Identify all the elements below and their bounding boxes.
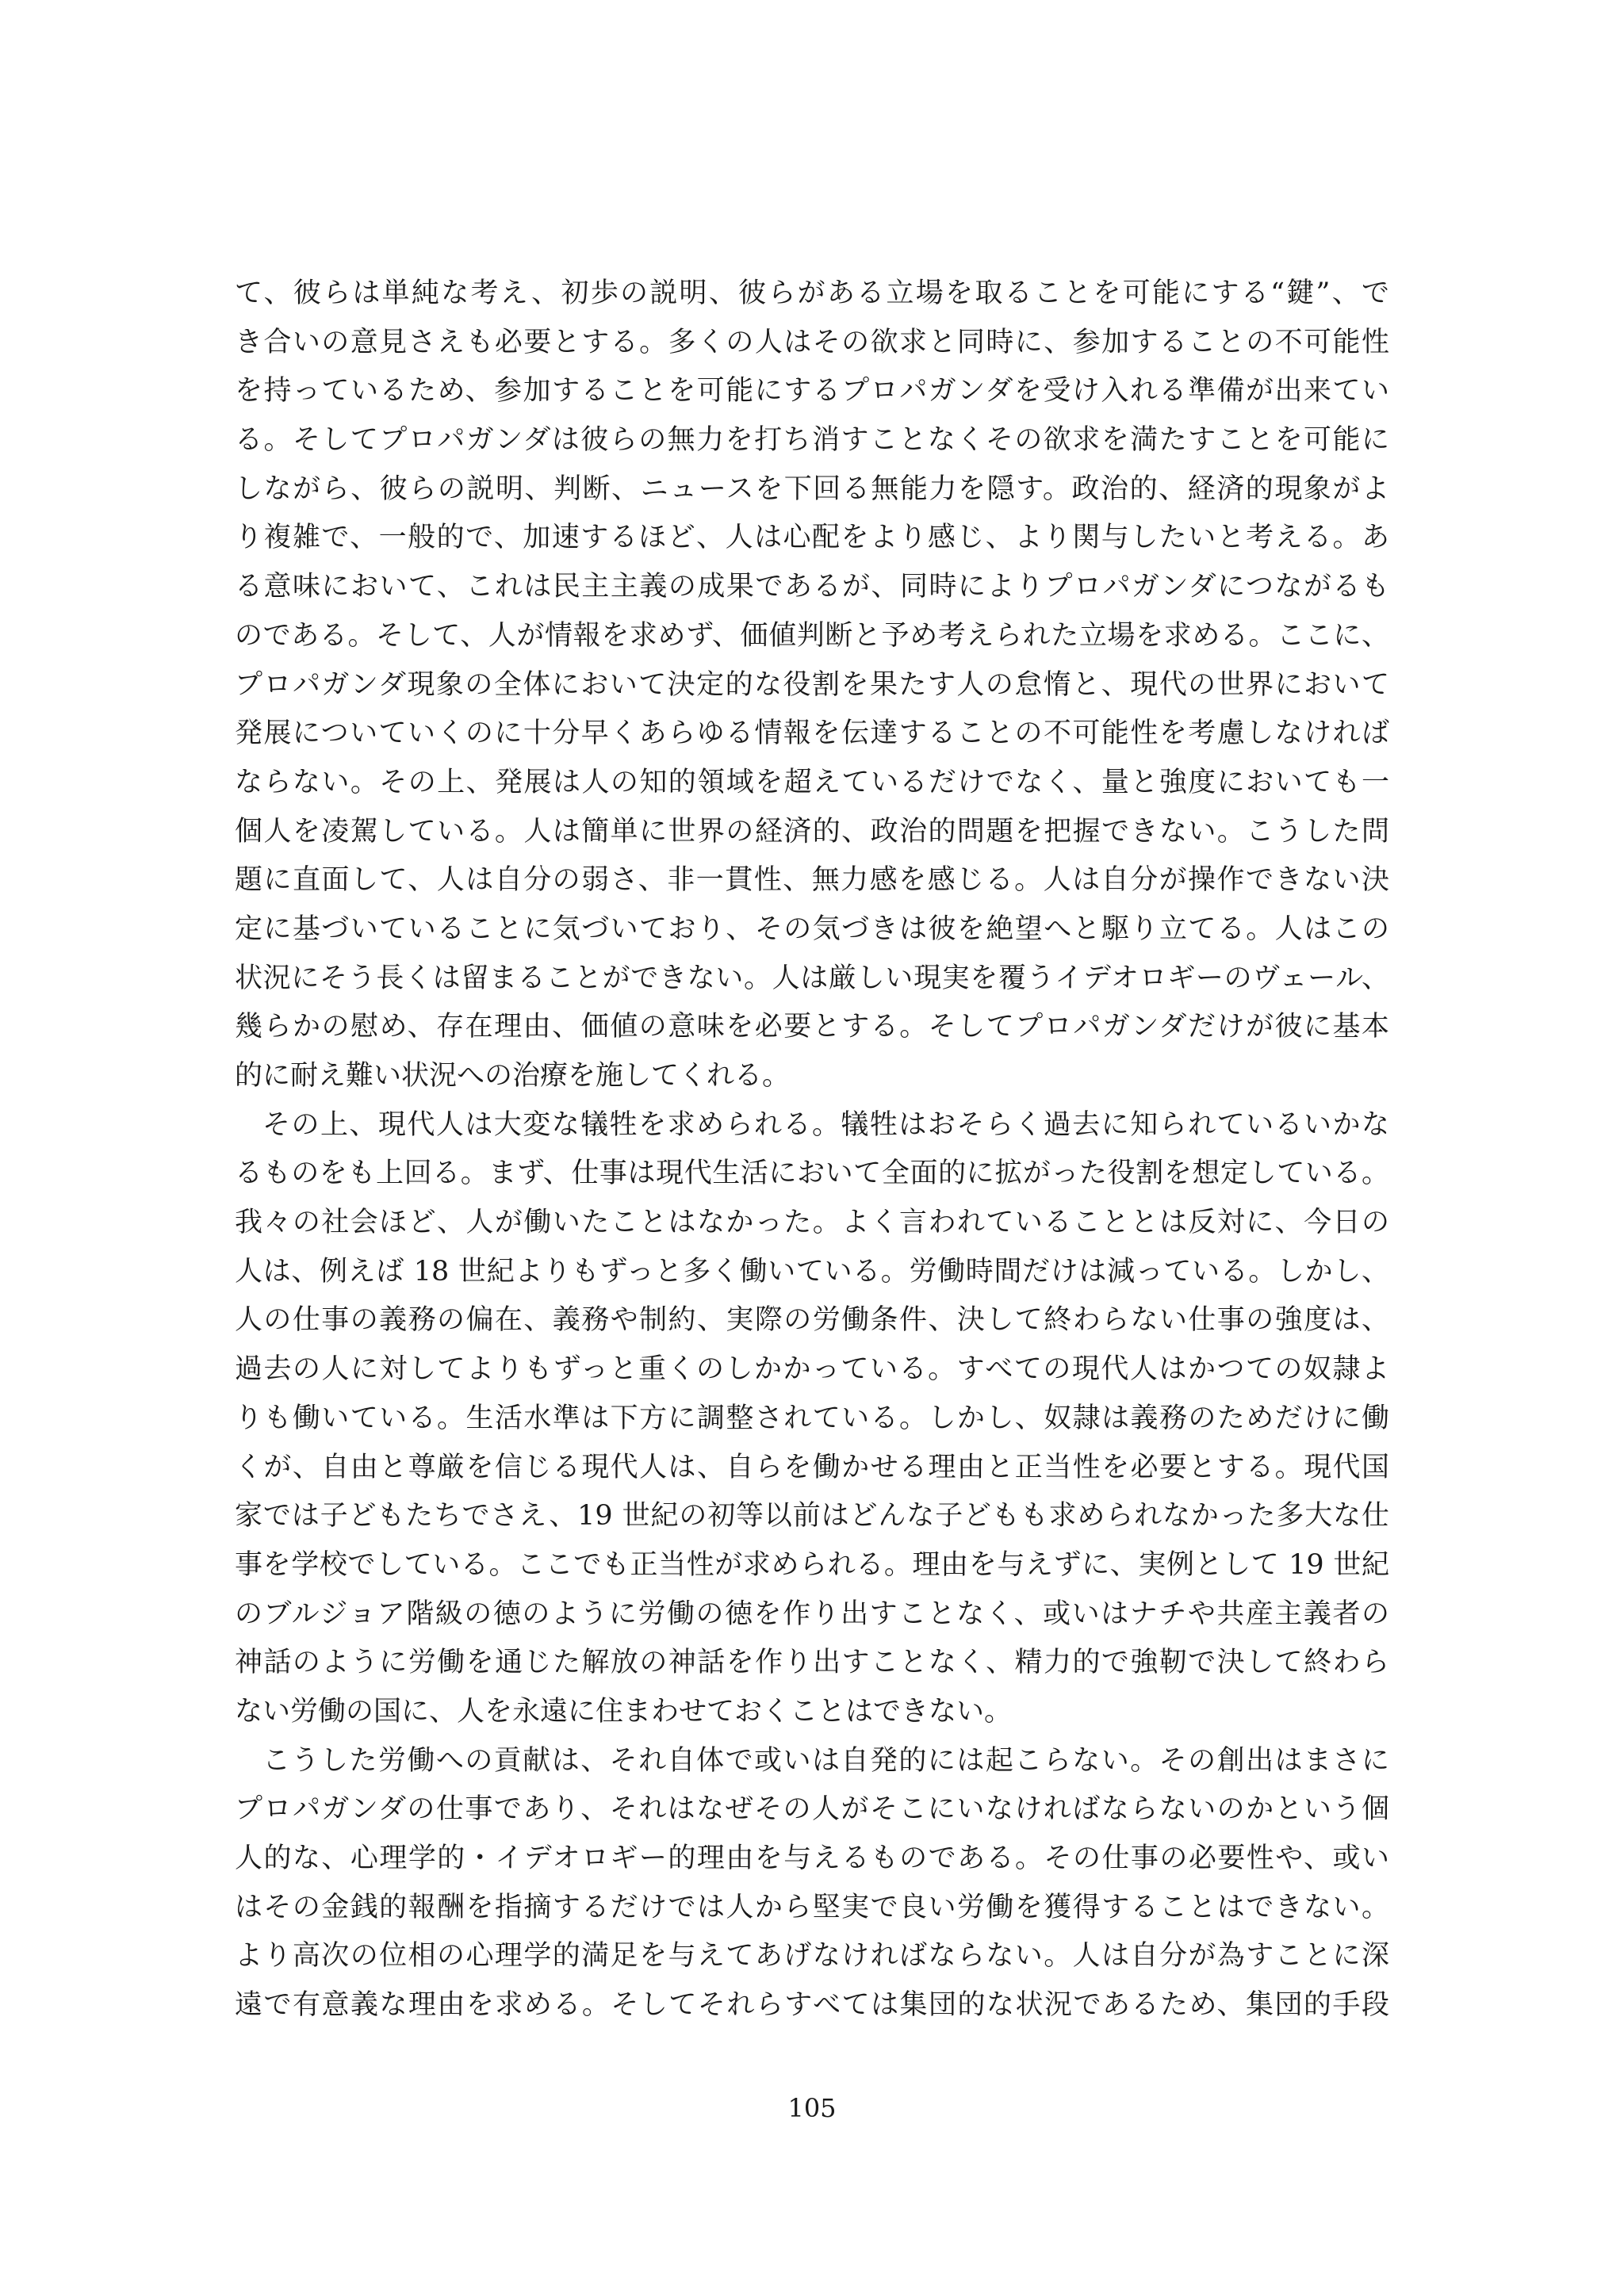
text-line: のである。そして、人が情報を求めず、価値判断と予め考えられた立場を求める。ここに、	[235, 619, 1389, 652]
text-line: り複雑で、一般的で、加速するほど、人は心配をより感じ、より関与したいと考える。あ	[235, 522, 1389, 554]
text-line: 人の仕事の義務の偏在、義務や制約、実際の労働条件、決して終わらない仕事の強度は、	[235, 1304, 1389, 1337]
text-line: 発展についていくのに十分早くあらゆる情報を伝達することの不可能性を考慮しなければ	[235, 718, 1389, 750]
text-line: しながら、彼らの説明、判断、ニュースを下回る無能力を隠す。政治的、経済的現象がよ	[235, 473, 1389, 505]
text-line: き合いの意見さえも必要とする。多くの人はその欲求と同時に、参加することの不可能性	[235, 326, 1389, 358]
page-body	[235, 270, 1389, 2030]
text-line: プロパガンダ現象の全体において決定的な役割を果たす人の怠惰と、現代の世界において	[235, 668, 1389, 701]
text-line: るものをも上回る。まず、仕事は現代生活において全面的に拡がった役割を想定している。	[235, 1158, 1389, 1190]
text-line: 状況にそう長くは留まることができない。人は厳しい現実を覆うイデオロギーのヴェール、	[235, 962, 1389, 994]
text-line: 定に基づいていることに気づいており、その気づきは彼を絶望へと駆り立てる。人はこの	[235, 913, 1389, 945]
paragraph-3	[235, 1737, 1389, 2030]
text-line: プロパガンダの仕事であり、それはなぜその人がそこにいなければならないのかという個	[235, 1793, 1389, 1826]
text-line: 題に直面して、人は自分の弱さ、非一貫性、無力感を感じる。人は自分が操作できない決	[235, 864, 1389, 897]
text-line: はその金銭的報酬を指摘するだけでは人から堅実で良い労働を獲得することはできない。	[235, 1891, 1389, 1923]
text-line: を持っているため、参加することを可能にするプロパガンダを受け入れる準備が出来てい	[235, 375, 1389, 408]
text-line: ない労働の国に、人を永遠に住まわせておくことはできない。	[235, 1695, 1013, 1728]
page-number: 105	[787, 2093, 837, 2123]
text-line: その上、現代人は大変な犠牲を求められる。犠牲はおそらく過去に知られているいかな	[262, 1108, 1389, 1141]
text-line: 我々の社会ほど、人が働いたことはなかった。よく言われていることとは反対に、今日の	[235, 1207, 1389, 1239]
paragraph-1	[235, 270, 1389, 1101]
text-line: 人的な、心理学的・イデオロギー的理由を与えるものである。その仕事の必要性や、或い	[235, 1843, 1389, 1874]
text-line: て、彼らは単純な考え、初歩の説明、彼らがある立場を取ることを可能にする“鍵”、で	[235, 277, 1389, 309]
paragraph-2	[235, 1101, 1389, 1737]
text-line: こうした労働への貢献は、それ自体で或いは自発的には起こらない。その創出はまさに	[262, 1744, 1389, 1777]
text-line: ならない。その上、発展は人の知的領域を超えているだけでなく、量と強度においても一	[235, 766, 1389, 798]
text-line: る。そしてプロパガンダは彼らの無力を打ち消すことなくその欲求を満たすことを可能に	[235, 424, 1389, 457]
text-line: 人は、例えば 18 世紀よりもずっと多く働いている。労働時間だけは減っている。しかし、	[235, 1255, 1389, 1288]
text-line: 過去の人に対してよりもずっと重くのしかかっている。すべての現代人はかつての奴隷よ	[235, 1353, 1389, 1386]
text-line: 的に耐え難い状況への治療を施してくれる。	[235, 1060, 791, 1092]
text-line: 家では子どもたちでさえ、19 世紀の初等以前はどんな子どもも求められなかった多大な仕	[235, 1500, 1389, 1533]
text-line: 個人を凌駕している。人は簡単に世界の経済的、政治的問題を把握できない。こうした問	[235, 815, 1389, 848]
text-line: 神話のように労働を通じた解放の神話を作り出すことなく、精力的で強靭で決して終わら	[235, 1647, 1389, 1679]
text-line: 幾らかの慰め、存在理由、価値の意味を必要とする。そしてプロパガンダだけが彼に基本	[235, 1011, 1389, 1043]
text-line: のブルジョア階級の徳のように労働の徳を作り出すことなく、或いはナチや共産主義者の	[235, 1598, 1389, 1630]
text-line: 事を学校でしている。ここでも正当性が求められる。理由を与えずに、実例として 19 世紀	[235, 1548, 1389, 1581]
text-line: りも働いている。生活水準は下方に調整されている。しかし、奴隷は義務のためだけに働	[235, 1402, 1389, 1434]
text-line: る意味において、これは民主主義の成果であるが、同時によりプロパガンダにつながるも	[235, 571, 1389, 603]
text-line: くが、自由と尊厳を信じる現代人は、自らを働かせる理由と正当性を必要とする。現代国	[235, 1451, 1389, 1483]
text-line: より高次の位相の心理学的満足を与えてあげなければならない。人は自分が為すことに深	[235, 1940, 1389, 1973]
text-line: 遠で有意義な理由を求める。そしてそれらすべては集団的な状況であるため、集団的手段	[235, 1989, 1389, 2022]
